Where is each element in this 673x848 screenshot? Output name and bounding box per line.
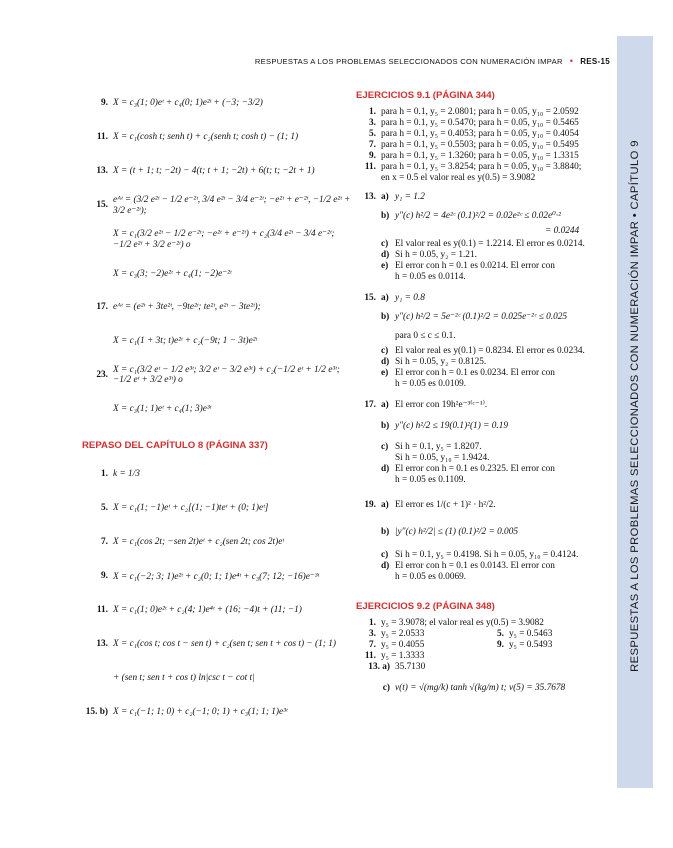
answer-text: para h = 0.1, y₅ = 0.4053; para h = 0.05, y₁₀ = 0.4054 (381, 129, 579, 139)
problem-17: 17. a) El error con 19h²e⁻³⁽ᶜ⁻¹⁾. b) y″(c) h²/2 ≤ 19(0.1)²(1) = 0.19 c) Si h = 0.1, y₅ = 1.8207. Si h = 0.05, y₁₀ = 1.9424. d) El error con h = 0.1 es 0.2325. El error con h = 0.05 es 0.1109. (364, 400, 555, 485)
answer-text: para h = 0.1, y₅ = 1.3260; para h = 0.05, y₁₀ = 1.3315 (381, 151, 579, 161)
equation-line (82, 695, 352, 729)
equation-text: X = c₁(3/2 eᵗ − 1/2 e³ᵗ; 3/2 eᵗ − 3/2 e³ᵗ) + c₂(−1/2 eᵗ + 1/2 e³ᵗ; −1/2 eᵗ + 3/2 e³ᵗ) o (113, 365, 340, 385)
equation-text: X = c₃(1; 1)eᵗ + c₄(1; 3)e³ᵗ (113, 404, 212, 414)
equation-text: X = c₁(−1; 1; 0) + c₂(−1; 0; 1) + c₃(1; 1; 1)e³ᵗ (113, 707, 288, 717)
equation-line (82, 120, 352, 154)
exercise-9-1-list (356, 107, 612, 184)
answer-text: en x = 0.5 el valor real es y(0.5) = 3.9082 (381, 173, 536, 183)
equation-text: X = c₁(cos t; cos t − sen t) + c₂(sen t; sen t + cos t) − (1; 1) (113, 639, 336, 649)
answer-number: 5. (497, 629, 504, 639)
problem-19: 19. a) El error es 1/(c + 1)² · h²/2. b) |y″(c) h²/2| ≤ (1) (0.1)²/2 = 0.005 c) Si h = 0.1, y₅ = 0.4198. Si h = 0.05, y₁₀ = 0.4124. d) El error con h = 0.1 es 0.0143. El error con h = 0.05 es 0.0069. (364, 500, 579, 582)
equation-line (82, 256, 352, 290)
equation-number: 13. (96, 639, 108, 649)
answer-text: y₅ = 0.5493 (509, 640, 553, 650)
answer-text: y₅ = 2.0533 (381, 629, 425, 639)
equation-text: X = c₁(cos 2t; −sen 2t)eᵗ + c₂(sen 2t; cos 2t)eᵗ (113, 537, 284, 547)
equation-text: X = c₁(1; −1)eᵗ + c₂[(1; −1)teᵗ + (0; 1)eᵗ] (113, 503, 269, 513)
chapter-sidebar (617, 36, 653, 788)
equation-number: 9. (101, 98, 108, 108)
equation-text: X = (t + 1; t; −2t) − 4(t; t + 1; −2t) + 6(t; t; −2t + 1) (113, 166, 315, 176)
exercise-9-2-row-13c: c) v(t) = √(mg/k) tanh √(kg/m) t; v(5) = 35.7678 (382, 683, 566, 693)
equation-text: X = c₃(3; −2)e²ᵗ + c₄(1; −2)e⁻²ᵗ (113, 268, 232, 279)
answer-number: 9. (497, 640, 504, 650)
exercise-9-2-grid (356, 629, 612, 651)
equation-text: X = c₁(1 + 3t; t)e²ᵗ + c₂(−9t; 1 − 3t)e²ᵗ (113, 336, 258, 346)
answer-text: y₅ = 0.5463 (509, 629, 553, 639)
equation-line (82, 661, 352, 695)
exercise-9-2-row-1: 1. y₅ = 3.9078; el valor real es y(0.5) = 3.9082 (369, 618, 544, 628)
answer-cell (484, 629, 612, 640)
answer-row (356, 162, 612, 173)
equation-text: X = c₁(3/2 e²ᵗ − 1/2 e⁻²ᵗ; −e²ᵗ + e⁻²ᵗ) + c₂(3/4 e²ᵗ − 3/4 e⁻²ᵗ; −1/2 e²ᵗ + 3/2 e⁻²ᵗ) o (113, 229, 335, 250)
answer-text: para h = 0.1, y₅ = 0.5503; para h = 0.05, y₁₀ = 0.5495 (381, 140, 579, 150)
equation-line (82, 457, 352, 491)
equation-line (82, 222, 352, 256)
equation-line (82, 525, 352, 559)
equation-text: + (sen t; sen t + cos t) ln|csc t − cot t| (113, 673, 255, 683)
equation-number: 5. (101, 503, 108, 513)
answer-number: 9. (369, 151, 376, 161)
equation-number: 23. (96, 370, 108, 380)
left-equations-bottom (82, 457, 352, 729)
answer-row (356, 173, 612, 184)
answer-number: 7. (369, 140, 376, 150)
answer-number: 3. (369, 118, 376, 128)
equation-line (82, 324, 352, 358)
equation-number: 9. (101, 571, 108, 581)
equation-line (82, 290, 352, 324)
equation-text: X = c₁(−2; 3; 1)e²ᵗ + c₂(0; 1; 1)e⁴ᵗ + c₃(7; 12; −16)e⁻³ᵗ (113, 571, 320, 582)
equation-line (82, 86, 352, 120)
left-column (82, 86, 352, 729)
answer-number: 3. (369, 629, 376, 639)
answer-number: 11. (364, 162, 376, 172)
equation-text: k = 1/3 (113, 469, 140, 479)
running-title: RESPUESTAS A LOS PROBLEMAS SELECCIONADOS CON NUMERACIÓN IMPAR (254, 56, 563, 66)
answer-row (356, 107, 612, 118)
page-number: RES-15 (580, 56, 610, 66)
answer-row (356, 118, 612, 129)
sidebar-text: RESPUESTAS A LOS PROBLEMAS SELECCIONADOS CON NUMERACIÓN IMPAR • CAPÍTULO 9 (629, 140, 641, 672)
section-title-9-2: EJERCICIOS 9.2 (PÁGINA 348) (356, 601, 495, 612)
equation-line (82, 392, 352, 426)
equation-line (82, 358, 352, 392)
equation-line (82, 593, 352, 627)
section-title-9-1: EJERCICIOS 9.1 (PÁGINA 344) (356, 90, 495, 101)
equation-line (82, 559, 352, 593)
answer-cell (484, 640, 612, 651)
answer-number (356, 173, 381, 184)
answer-cell (356, 640, 484, 651)
answer-row (356, 140, 612, 151)
equation-text: X = c₁(1; 0)e²ᵗ + c₂(4; 1)e⁴ᵗ + (16; −4)t + (11; −1) (113, 605, 302, 615)
answer-number: 5. (369, 129, 376, 139)
equation-line (82, 154, 352, 188)
exercise-9-2-row-11: 11. y₅ = 1.3333 (364, 651, 425, 661)
equation-number: 15. (96, 200, 108, 210)
equation-number: 11. (96, 132, 108, 142)
answer-cell (356, 629, 484, 640)
problem-15: 15. a) y₁ = 0.8 b) y″(c) h²/2 = 5e⁻²ᶜ (0.1)²/2 = 0.025e⁻²ᶜ ≤ 0.025 para 0 ≤ c ≤ 0.1. c) El valor real es y(0.1) = 0.8234. El error es 0.0234. d) Si h = 0.05, y₂ = 0.8125. e) El error con h = 0.1 es 0.0234. El error con h = 0.05 es 0.0109. (364, 293, 585, 389)
equation-number: 13. (96, 166, 108, 176)
equation-text: X = c₁(cosh t; senh t) + c₂(senh t; cosh t) − (1; 1) (113, 132, 299, 142)
left-equations-top (82, 86, 352, 426)
running-header (210, 54, 610, 68)
equation-number: 17. (96, 302, 108, 312)
equation-number: 11. (96, 605, 108, 615)
equation-number: 1. (101, 469, 108, 479)
problem-13: 13. a) y₁ = 1.2 b) y″(c) h²/2 = 4e²ᶜ (0.1)²/2 = 0.02e²ᶜ ≤ 0.02e⁰·² = 0.0244 c) El valor real es y(0.1) = 1.2214. El error es 0.0214. d) Si h = 0.05, y₂ = 1.21. e) El error con h = 0.1 es 0.0214. El error con h = 0.05 es 0.0114. (364, 192, 585, 282)
equation-text: eᴬᵗ = (3/2 e²ᵗ − 1/2 e⁻²ᵗ, 3/4 e²ᵗ − 3/4 e⁻²ᵗ; −e²ᵗ + e⁻²ᵗ, −1/2 e²ᵗ + 3/2 e⁻²ᵗ); (113, 195, 351, 216)
answer-number: 7. (369, 640, 376, 650)
header-bullet: • (569, 56, 574, 66)
equation-number: 7. (101, 537, 108, 547)
equation-number: 15. b) (85, 707, 108, 717)
answer-text: para h = 0.1, y₅ = 3.8254; para h = 0.05, y₁₀ = 3.8840; (381, 162, 582, 172)
answer-row (356, 129, 612, 140)
answer-text: y₅ = 0.4055 (381, 640, 425, 650)
answer-number: 1. (369, 107, 376, 117)
equation-line (82, 627, 352, 661)
right-column (356, 86, 612, 694)
equation-line (82, 188, 352, 222)
equation-text: eᴬᵗ = (e²ᵗ + 3te²ᵗ, −9te²ᵗ; te²ᵗ, e²ᵗ − 3te²ᵗ); (113, 302, 261, 312)
answer-text: para h = 0.1, y₅ = 0.5470; para h = 0.05, y₁₀ = 0.5465 (381, 118, 579, 128)
equation-line (82, 491, 352, 525)
equation-text: X = c₃(1; 0)eᵗ + c₄(0; 1)e²ᵗ + (−3; −3/2) (113, 98, 263, 108)
answer-text: para h = 0.1, y₅ = 2.0801; para h = 0.05, y₁₀ = 2.0592 (381, 107, 579, 117)
answer-row (356, 151, 612, 162)
exercise-9-2-row-13a: 13. a) 35.7130 (368, 662, 426, 672)
section-title-repaso: REPASO DEL CAPÍTULO 8 (PÁGINA 337) (82, 440, 268, 451)
